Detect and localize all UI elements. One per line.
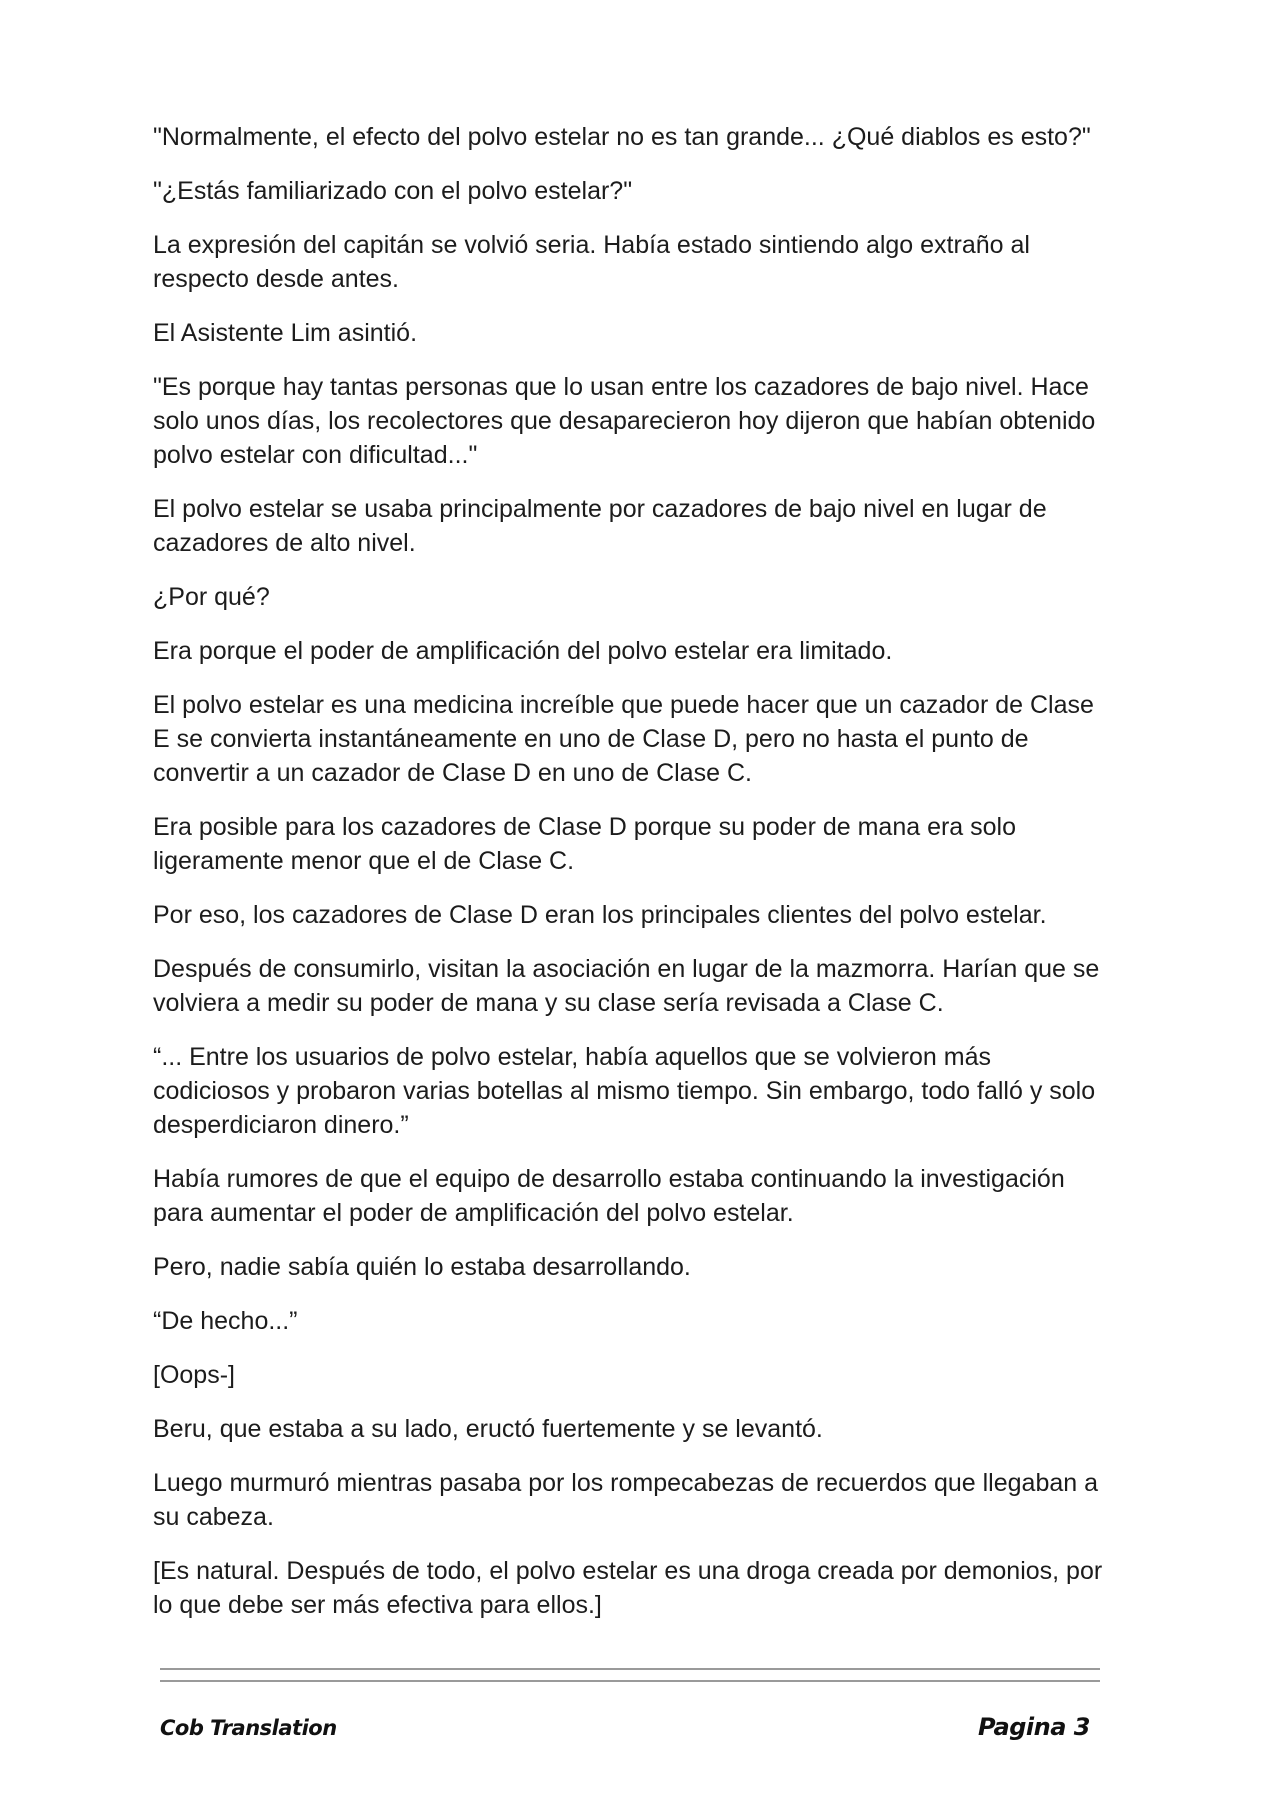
footer-divider xyxy=(160,1668,1100,1692)
page-footer xyxy=(160,1713,1090,1741)
footer-rule-top xyxy=(160,1668,1100,1670)
paragraph: Después de consumirlo, visitan la asociación en lugar de la mazmorra. Harían que se volviera a medir su poder de mana y su clase sería revisada a Clase C. xyxy=(153,955,1100,1017)
footer-rule-bottom xyxy=(160,1680,1100,1682)
paragraph: Beru, que estaba a su lado, eructó fuertemente y se levantó. xyxy=(153,1415,823,1443)
paragraph: Luego murmuró mientras pasaba por los rompecabezas de recuerdos que llegaban a su cabeza. xyxy=(153,1469,1099,1531)
page-number: Pagina 3 xyxy=(978,1713,1090,1741)
footer-credit: Cob Translation xyxy=(160,1716,337,1740)
paragraph: “... Entre los usuarios de polvo estelar, había aquellos que se volvieron más codiciosos y probaron varias botellas al mismo tiempo. Sin embargo, todo falló y solo desperdiciaron dinero.” xyxy=(153,1043,1096,1139)
paragraph: [Es natural. Después de todo, el polvo estelar es una droga creada por demonios, por lo que debe ser más efectiva para ellos.] xyxy=(153,1557,1103,1619)
paragraph: Había rumores de que el equipo de desarrollo estaba continuando la investigación para aumentar el poder de amplificación del polvo estelar. xyxy=(153,1165,1065,1227)
paragraph: ¿Por qué? xyxy=(153,583,270,611)
paragraph: Por eso, los cazadores de Clase D eran los principales clientes del polvo estelar. xyxy=(153,901,1047,929)
paragraph: El polvo estelar es una medicina increíble que puede hacer que un cazador de Clase E se convierta instantáneamente en uno de Clase D, pero no hasta el punto de convertir a un cazador de Clase D en uno de Clase C. xyxy=(153,691,1094,787)
paragraph: Era posible para los cazadores de Clase D porque su poder de mana era solo ligeramente menor que el de Clase C. xyxy=(153,813,1017,875)
paragraph: "Es porque hay tantas personas que lo usan entre los cazadores de bajo nivel. Hace solo unos días, los recolectores que desaparecieron hoy dijeron que habían obtenido polvo estelar con dificultad..." xyxy=(153,373,1096,469)
paragraph: [Oops-] xyxy=(153,1361,235,1389)
paragraph: "Normalmente, el efecto del polvo estelar no es tan grande... ¿Qué diablos es esto?" xyxy=(153,123,1091,151)
document-body xyxy=(153,120,1113,1642)
paragraph: “De hecho...” xyxy=(153,1307,298,1335)
paragraph: El Asistente Lim asintió. xyxy=(153,319,418,347)
paragraph: "¿Estás familiarizado con el polvo estelar?" xyxy=(153,177,633,205)
paragraph: El polvo estelar se usaba principalmente por cazadores de bajo nivel en lugar de cazadores de alto nivel. xyxy=(153,495,1047,557)
paragraph: La expresión del capitán se volvió seria. Había estado sintiendo algo extraño al respecto desde antes. xyxy=(153,231,1030,293)
paragraph: Pero, nadie sabía quién lo estaba desarrollando. xyxy=(153,1253,691,1281)
paragraph: Era porque el poder de amplificación del polvo estelar era limitado. xyxy=(153,637,893,665)
